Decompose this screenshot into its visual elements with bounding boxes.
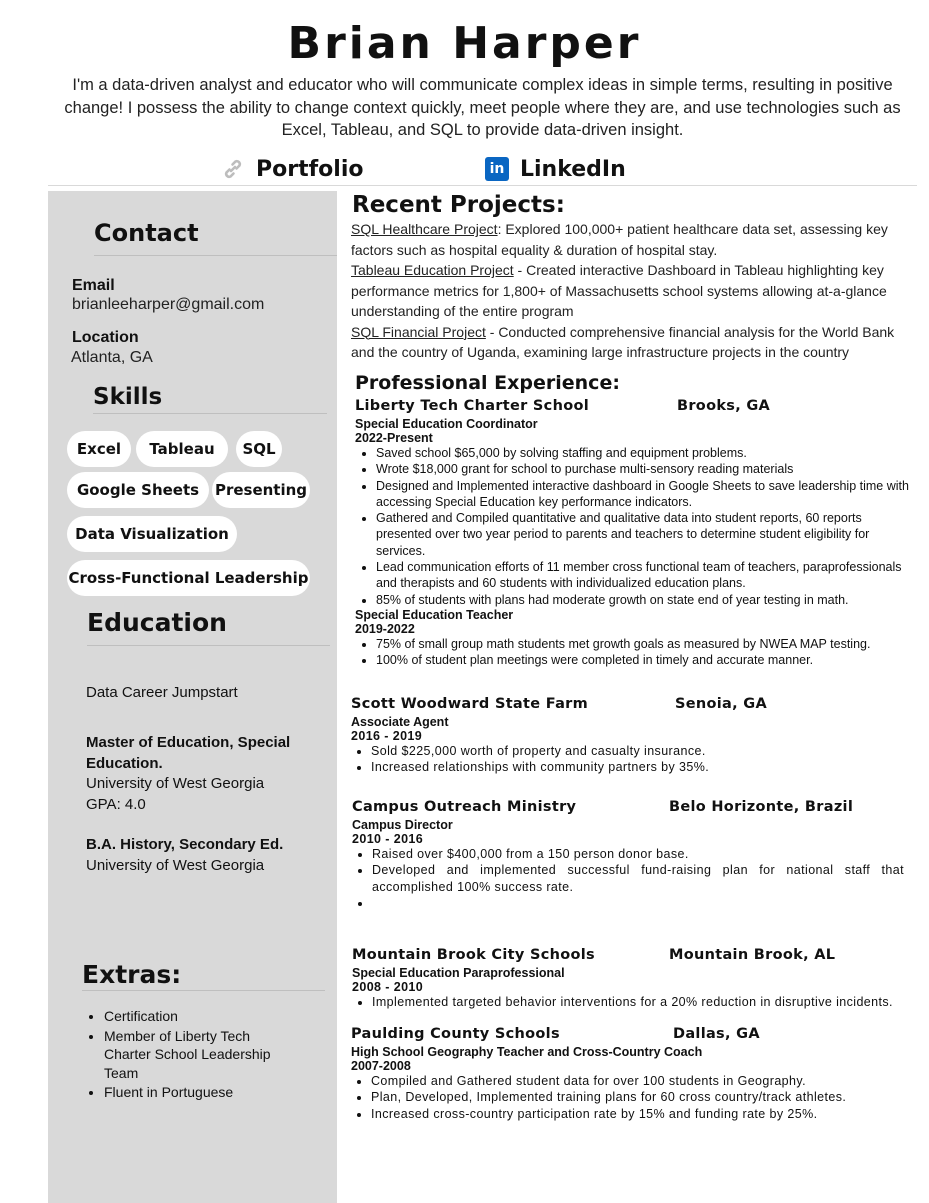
ba-school: University of West Georgia <box>86 856 265 874</box>
job-bullets <box>351 743 909 776</box>
list-item: • Compiled and Gathered student data for over 100 students in Geography. <box>371 1073 909 1089</box>
list-item: • Implemented targeted behavior interventions for a 20% reduction in disruptive incidents. <box>372 994 912 1010</box>
employer-location: Brooks, GA <box>677 398 771 414</box>
list-item: • 100% of student plan meetings were completed in timely and accurate manner. <box>376 652 910 668</box>
projects-heading: Recent Projects: <box>352 192 565 218</box>
skills-divider <box>93 413 327 414</box>
employer-location: Mountain Brook, AL <box>669 947 836 963</box>
list-item: • 75% of small group math students met growth goals as measured by NWEA MAP testing. <box>376 636 910 652</box>
list-item: • Raised over $400,000 from a 150 person donor base. <box>372 846 904 862</box>
list-item: • Sold $225,000 worth of property and casualty insurance. <box>371 743 909 759</box>
job-bullets <box>351 1073 909 1122</box>
list-item: • Member of Liberty Tech Charter School Leadership Team <box>104 1027 274 1083</box>
education-masters <box>86 733 301 815</box>
employer-name: Campus Outreach Ministry <box>352 799 577 815</box>
skill-tag: Google Sheets <box>67 472 209 508</box>
project-desc: - Created interactive Dashboard in Tableau highlighting key performance metrics for 1,800+ of Massachusetts school systems allowing at-a-glance understanding of the entire program <box>351 262 887 319</box>
list-item: • Wrote $18,000 grant for school to purchase multi-sensory reading materials <box>376 461 910 477</box>
extras-section <box>84 1007 274 1103</box>
location-label: Location <box>72 329 139 346</box>
job-section <box>352 966 912 1010</box>
linkedin-link[interactable] <box>484 156 626 182</box>
linkedin-label: LinkedIn <box>520 156 626 182</box>
skill-tag: SQL <box>236 431 282 467</box>
skill-tag: Excel <box>67 431 131 467</box>
project-desc: : Explored 100,000+ patient healthcare data set, assessing key factors such as hospital equality & duration of hospital stay. <box>351 221 888 258</box>
email-value[interactable]: brianleeharper@gmail.com <box>72 296 265 313</box>
job-role: Special Education Teacher <box>355 607 514 622</box>
job-role: Special Education Coordinator <box>355 417 538 431</box>
masters-school: University of West Georgia <box>86 775 265 792</box>
project-name[interactable]: Tableau Education Project <box>351 262 514 278</box>
portfolio-link[interactable] <box>220 156 364 182</box>
list-item: • Increased cross-country participation rate by 15% and funding rate by 25%. <box>371 1106 909 1122</box>
skill-tag: Cross-Functional Leadership <box>67 560 310 596</box>
employer-name: Scott Woodward State Farm <box>351 696 589 712</box>
skill-tag: Data Visualization <box>67 516 237 552</box>
employer-name: Liberty Tech Charter School <box>355 398 589 414</box>
employer-location: Belo Horizonte, Brazil <box>669 799 854 815</box>
masters-gpa: GPA: 4.0 <box>86 795 146 813</box>
masters-degree: Master of Education, Special Education. <box>86 734 291 772</box>
job-bullets <box>355 636 910 669</box>
job-bullets <box>352 994 912 1010</box>
project-name[interactable]: SQL Healthcare Project <box>351 221 498 237</box>
experience-heading: Professional Experience: <box>355 372 620 394</box>
job-section <box>355 417 910 669</box>
job-role: Special Education Paraprofessional <box>352 966 565 980</box>
list-item: • Plan, Developed, Implemented training plans for 60 cross country/track athletes. <box>371 1089 909 1105</box>
linkedin-icon-glyph: in <box>485 157 509 181</box>
job-dates: 2008 - 2010 <box>352 980 424 994</box>
job-bullets <box>355 445 910 608</box>
education-ba <box>86 835 301 876</box>
list-item: • Certification <box>104 1007 274 1026</box>
location-value: Atlanta, GA <box>71 349 153 366</box>
skills-heading: Skills <box>93 384 163 410</box>
list-item: • Fluent in Portuguese <box>104 1083 274 1102</box>
list-item: • 85% of students with plans had moderate growth on state end of year testing in math. <box>376 592 910 608</box>
education-divider <box>87 645 330 646</box>
job-dates: 2016 - 2019 <box>351 729 423 743</box>
linkedin-icon <box>484 156 510 182</box>
extras-heading: Extras: <box>82 960 182 989</box>
contact-heading: Contact <box>94 219 199 247</box>
link-chain-icon <box>220 156 246 182</box>
list-item: • Designed and Implemented interactive dashboard in Google Sheets to save leadership time with accessing Special Education key performance indicators. <box>376 478 910 511</box>
job-dates: 2022-Present <box>355 431 433 445</box>
employer-name: Mountain Brook City Schools <box>352 947 595 963</box>
job-role: Associate Agent <box>351 715 449 729</box>
project-item <box>351 219 909 260</box>
job-dates: 2010 - 2016 <box>352 832 424 846</box>
project-desc: - Conducted comprehensive financial analysis for the World Bank and the country of Uganda, examining large infrastructure projects in the country <box>351 323 895 360</box>
list-item: • Increased relationships with community partners by 35%. <box>371 759 909 775</box>
portfolio-label: Portfolio <box>256 156 364 182</box>
email-label: Email <box>72 277 115 294</box>
list-item: • Saved school $65,000 by solving staffing and equipment problems. <box>376 445 910 461</box>
ba-degree: B.A. History, Secondary Ed. <box>86 836 284 853</box>
skill-tag: Presenting <box>212 472 310 508</box>
extras-list <box>84 1007 274 1102</box>
projects-list <box>351 219 909 363</box>
list-item: • Gathered and Compiled quantitative and qualitative data into student reports, 60 reports presented over two year period to parents and teachers to determine student eligibility for services. <box>376 510 910 559</box>
job-dates: 2019-2022 <box>355 621 415 636</box>
employer-name: Paulding County Schools <box>351 1026 560 1042</box>
extras-divider <box>82 990 325 991</box>
job-role: Campus Director <box>352 818 453 832</box>
header-divider <box>48 185 917 186</box>
job-bullets <box>352 846 904 911</box>
education-heading: Education <box>87 608 227 637</box>
job-section <box>351 715 909 776</box>
list-item <box>372 895 904 911</box>
project-name[interactable]: SQL Financial Project <box>351 323 486 340</box>
project-item <box>351 260 909 322</box>
job-role: High School Geography Teacher and Cross-Country Coach <box>351 1045 703 1059</box>
list-item: • Developed and implemented successful fund-raising plan for national staff that accomplished 100% success rate. <box>372 862 904 895</box>
list-item: • Lead communication efforts of 11 member cross functional team of teachers, paraprofessionals and therapists and 60 students with individualized education plans. <box>376 559 910 592</box>
project-item <box>351 322 909 363</box>
job-section <box>352 818 904 911</box>
job-dates: 2007-2008 <box>351 1059 411 1073</box>
job-section <box>351 1045 909 1122</box>
candidate-name: Brian Harper <box>287 18 642 69</box>
contact-divider <box>94 255 337 256</box>
employer-location: Senoia, GA <box>675 696 767 712</box>
profile-summary: I'm a data-driven analyst and educator who will communicate complex ideas in simple terms, resulting in positive change! I possess the ability to change context quickly, meet people where they are, and use technologies such as Excel, Tableau, and SQL to provide data-driven insight. <box>64 76 901 139</box>
employer-location: Dallas, GA <box>673 1026 760 1042</box>
skill-tag: Tableau <box>136 431 228 467</box>
education-program: Data Career Jumpstart <box>86 684 238 701</box>
